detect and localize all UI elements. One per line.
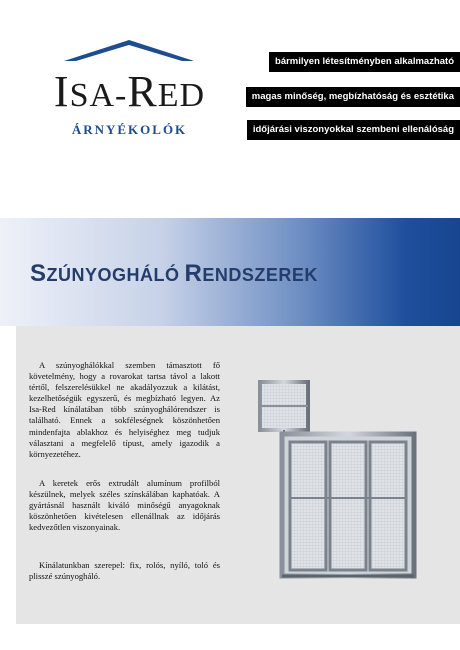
house-roof-icon <box>64 38 194 62</box>
brand-part1: SA- <box>69 77 128 114</box>
page-title: SZÚNYOGHÁLÓ RENDSZEREK <box>30 260 318 287</box>
title-banner <box>0 218 460 326</box>
brand-initial: I <box>53 67 70 116</box>
isa-red-logo <box>22 38 237 138</box>
body-paragraph: A szúnyoghálókkal szemben támasztott fő követelmény, hogy a rovarokat tartsa távol a lakott tértől, felszerelésükkel ne akadályozzuk a kilátást, kezelhetőségük egyszerű, és megbízható legyen. Az Isa-Red kínálatában több szúnyoghálórendszer is található. Ennek a sokféleségnek köszönhetően mindenfajta ablakhoz és helyiséghez meg tudjuk választani a megfelelő típust, amely igazodik a környezetéhez. <box>29 360 220 459</box>
feature-item: időjárási viszonyokkal szembeni ellenálóság <box>247 120 460 140</box>
brand-tagline: ÁRNYÉKOLÓK <box>71 122 188 137</box>
feature-item: bármilyen létesítményben alkalmazható <box>269 52 460 72</box>
brand-part2: ED <box>157 77 206 114</box>
feature-item: magas minőség, megbízhatóság és esztétika <box>246 87 460 107</box>
body-paragraph: Kínálatunkban szerepel: fix, rolós, nyíló, toló és plisszé szúnyogháló. <box>29 560 220 582</box>
mosquito-net-window-illustration <box>258 380 418 580</box>
brand-r: R <box>127 67 158 116</box>
brand-name <box>22 67 237 118</box>
body-paragraph: A keretek erős extrudált alumínum profilból készülnek, melyek széles színskálában kaphatóak. A gyártásnál használt kiváló minőségű anyagoknak köszönhetően kivételesen ellenállnak az időjárás kedvezőtlen viszonyainak. <box>29 478 220 533</box>
